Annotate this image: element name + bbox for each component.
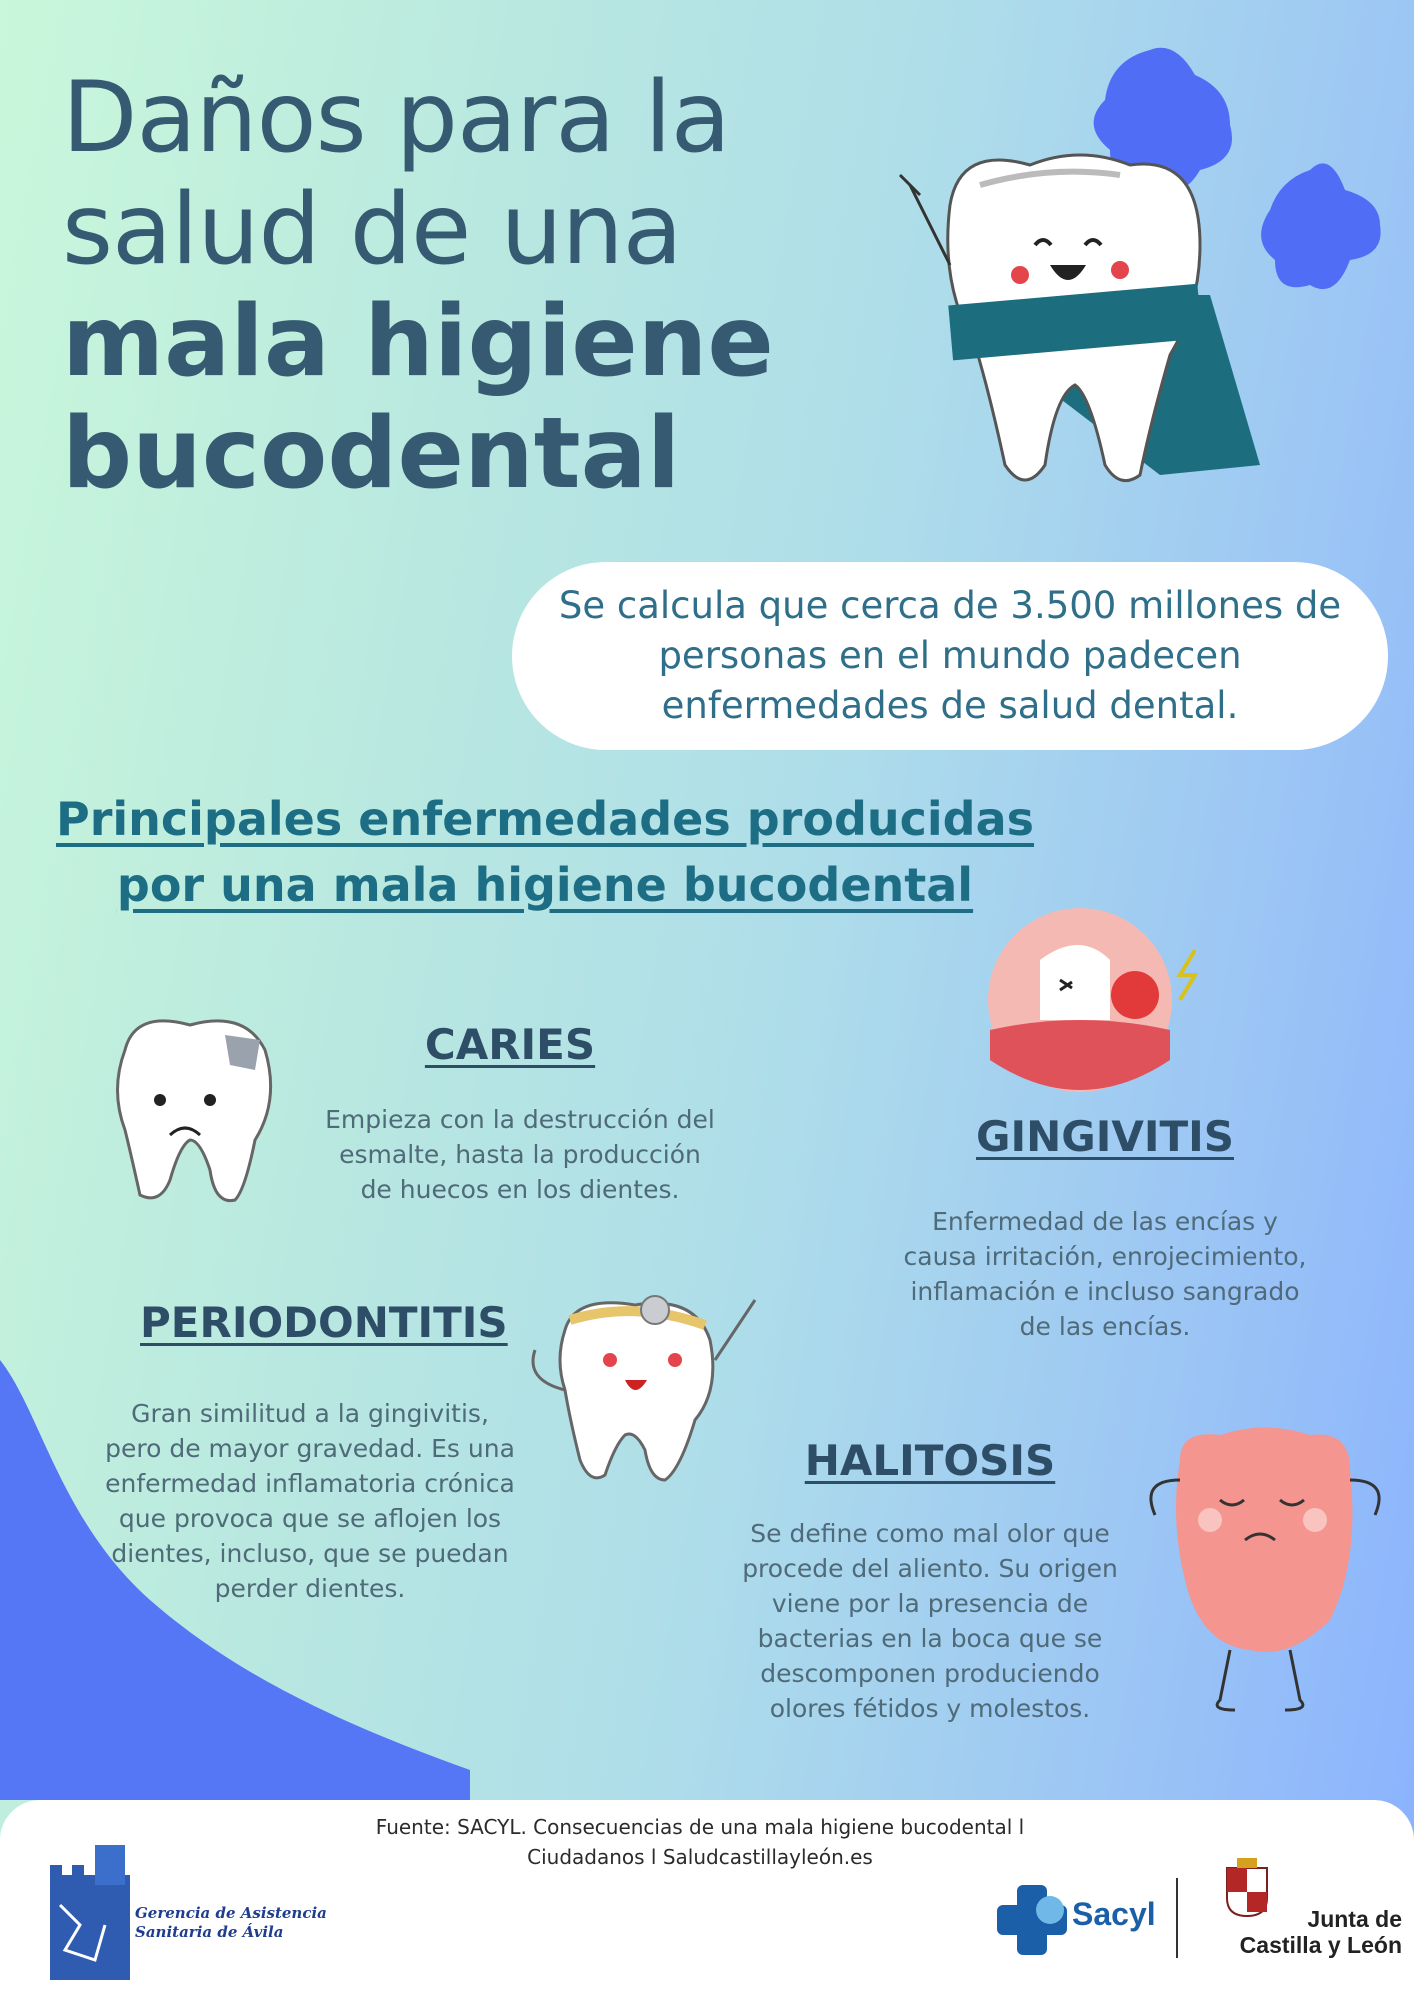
- gingivitis-text: Enfermedad de las encías y causa irritación, enrojecimiento, inflamación e incluso sangrado de las encías.: [903, 1207, 1307, 1341]
- halitosis-text: Se define como mal olor que procede del aliento. Su origen viene por la presencia de bacterias en la boca que se descomponen produciendo olores fétidos y molestos.: [742, 1519, 1118, 1723]
- avila-logo-line-1: Gerencia de Asistencia: [135, 1904, 327, 1922]
- castle-logo-icon: [45, 1845, 135, 1980]
- caries-text: Empieza con la destrucción del esmalte, hasta la producción de huecos en los dientes.: [325, 1105, 715, 1204]
- halitosis-title: HALITOSIS: [804, 1436, 1056, 1485]
- hero-tooth-illustration: [880, 145, 1280, 505]
- junta-logo-text: [1212, 1906, 1402, 1958]
- page-title: [62, 62, 882, 510]
- avila-logo-line-2: Sanitaria de Ávila: [135, 1923, 284, 1941]
- gingivitis-title: GINGIVITIS: [975, 1112, 1234, 1161]
- sacyl-logo-text: Sacyl: [1072, 1896, 1156, 1932]
- junta-logo-line-1: Junta de: [1307, 1906, 1402, 1932]
- junta-logo-line-2: Castilla y León: [1239, 1932, 1402, 1958]
- title-line-1: Daños para la: [62, 61, 730, 175]
- periodontitis-text: Gran similitud a la gingivitis, pero de mayor gravedad. Es una enfermedad inflamatoria crónica que provoca que se aflojen los dientes, incluso, que se puedan perder dientes.: [105, 1399, 515, 1603]
- subtitle-line-1: Principales enfermedades producidas: [55, 792, 1035, 846]
- periodontitis-title: PERIODONTITIS: [140, 1298, 508, 1347]
- sacyl-logo-icon: [992, 1880, 1072, 1960]
- logo-divider: [1176, 1878, 1178, 1958]
- statistic-callout: Se calcula que cerca de 3.500 millones de personas en el mundo padecen enfermedades de salud dental.: [512, 562, 1388, 750]
- title-line-2: salud de una: [62, 173, 682, 287]
- sad-tongue-icon: [1140, 1420, 1390, 1720]
- section-subtitle: [40, 786, 1050, 918]
- doctor-tooth-icon: [525, 1270, 785, 1490]
- subtitle-line-2: por una mala higiene bucodental: [116, 858, 974, 912]
- inflamed-gum-icon: [980, 900, 1240, 1100]
- caries-title: CARIES: [424, 1020, 596, 1069]
- sad-tooth-icon: [95, 1010, 295, 1210]
- title-line-3: mala higiene: [62, 285, 774, 399]
- avila-logo-text: [135, 1904, 335, 1942]
- source-citation: Fuente: SACYL. Consecuencias de una mala higiene bucodental l Ciudadanos l Saludcastillayleón.es: [375, 1815, 1025, 1869]
- title-line-4: bucodental: [62, 397, 681, 511]
